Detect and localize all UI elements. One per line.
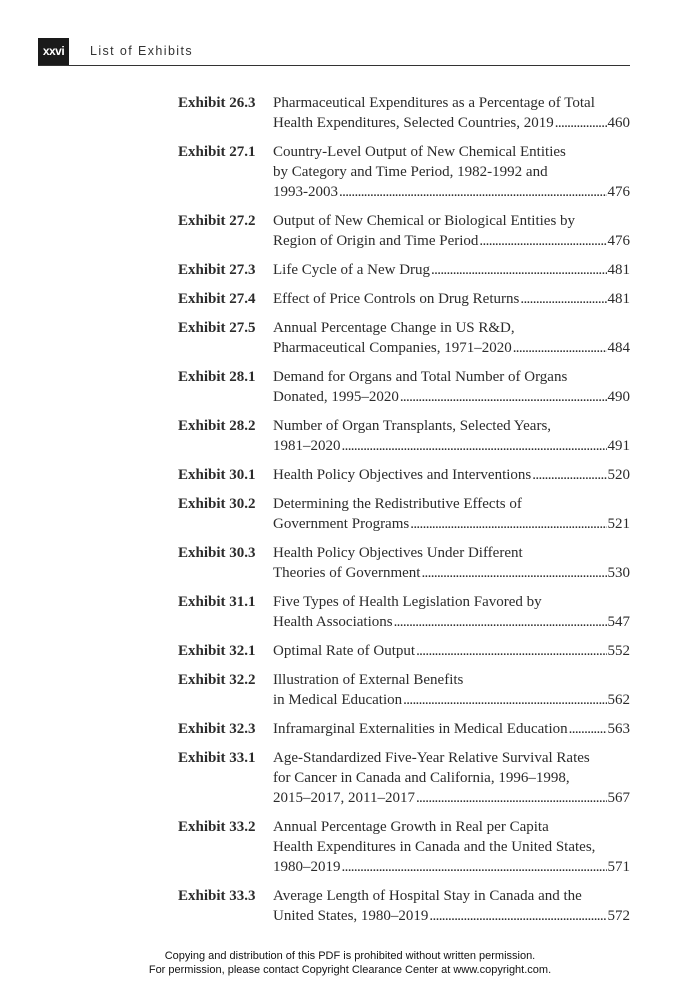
exhibit-title <box>273 817 630 877</box>
copyright-notice <box>0 950 700 977</box>
dot-leader <box>479 231 606 251</box>
exhibit-title-line: Optimal Rate of Output <box>273 643 416 659</box>
exhibit-title <box>273 592 630 632</box>
exhibit-title <box>273 260 630 280</box>
exhibit-number: Exhibit 30.1 <box>178 467 256 483</box>
exhibit-number: Exhibit 28.1 <box>178 369 256 385</box>
exhibit-entry[interactable] <box>178 494 630 534</box>
exhibit-title-final-line <box>273 260 630 280</box>
exhibit-title-line: by Category and Time Period, 1982-1992 and <box>273 164 548 180</box>
exhibit-list <box>178 93 630 935</box>
exhibit-number: Exhibit 27.5 <box>178 320 256 336</box>
exhibit-title-line: Demand for Organs and Total Number of Organs <box>273 369 568 385</box>
exhibit-entry[interactable] <box>178 416 630 456</box>
exhibit-entry[interactable] <box>178 670 630 710</box>
exhibit-entry[interactable] <box>178 641 630 661</box>
dot-leader <box>429 906 606 926</box>
exhibit-number: Exhibit 28.2 <box>178 418 256 434</box>
page-reference[interactable]: 460 <box>607 115 630 131</box>
exhibit-title-line: Life Cycle of a New Drug <box>273 262 431 278</box>
exhibit-number: Exhibit 30.2 <box>178 496 256 512</box>
exhibit-title-line: Theories of Government <box>273 565 421 581</box>
exhibit-title <box>273 543 630 583</box>
exhibit-entry[interactable] <box>178 318 630 358</box>
exhibit-title-line: Effect of Price Controls on Drug Returns <box>273 291 520 307</box>
page-reference[interactable]: 484 <box>607 340 630 356</box>
dot-leader <box>410 514 606 534</box>
page-reference[interactable]: 563 <box>607 721 630 737</box>
exhibit-title-line: United States, 1980–2019 <box>273 908 429 924</box>
exhibit-title-line: Age-Standardized Five-Year Relative Survival Rates <box>273 750 590 766</box>
exhibit-title-final-line <box>273 465 630 485</box>
exhibit-entry[interactable] <box>178 719 630 739</box>
exhibit-title-line: Number of Organ Transplants, Selected Years, <box>273 418 552 434</box>
exhibit-title-line: 1981–2020 <box>273 438 341 454</box>
dot-leader <box>520 289 606 309</box>
page-reference[interactable]: 547 <box>607 614 630 630</box>
exhibit-title <box>273 886 630 926</box>
page-reference[interactable]: 481 <box>607 291 630 307</box>
exhibit-number: Exhibit 32.3 <box>178 721 256 737</box>
exhibit-number: Exhibit 27.1 <box>178 144 256 160</box>
exhibit-title-final-line <box>273 289 630 309</box>
page-reference[interactable]: 562 <box>607 692 630 708</box>
dot-leader <box>532 465 606 485</box>
exhibit-title-line: 2015–2017, 2011–2017 <box>273 790 415 806</box>
dot-leader <box>421 563 606 583</box>
dot-leader <box>416 788 607 808</box>
exhibit-entry[interactable] <box>178 211 630 251</box>
page-reference[interactable]: 521 <box>607 516 630 532</box>
exhibit-title-line: for Cancer in Canada and California, 1996–1998, <box>273 770 570 786</box>
exhibit-title-line: Health Policy Objectives and Interventions <box>273 467 532 483</box>
copyright-line-1: Copying and distribution of this PDF is prohibited without written permission. <box>164 950 536 962</box>
exhibit-title-final-line <box>273 231 630 251</box>
page-reference[interactable]: 572 <box>607 908 630 924</box>
exhibit-entry[interactable] <box>178 748 630 808</box>
exhibit-title-line: Health Policy Objectives Under Different <box>273 545 523 561</box>
exhibit-title <box>273 416 630 456</box>
exhibit-title-final-line <box>273 690 630 710</box>
exhibit-entry[interactable] <box>178 93 630 133</box>
exhibit-title-final-line <box>273 338 630 358</box>
dot-leader <box>342 436 607 456</box>
exhibit-number: Exhibit 27.4 <box>178 291 256 307</box>
exhibit-title <box>273 318 630 358</box>
dot-leader <box>342 857 607 877</box>
exhibit-title-final-line <box>273 182 630 202</box>
dot-leader <box>394 612 607 632</box>
exhibit-title-line: Average Length of Hospital Stay in Canada and the <box>273 888 582 904</box>
exhibit-title-line: Pharmaceutical Expenditures as a Percentage of Total <box>273 95 595 111</box>
exhibit-title-line: Annual Percentage Change in US R&D, <box>273 320 515 336</box>
exhibit-title-line: 1993-2003 <box>273 184 338 200</box>
exhibit-title-final-line <box>273 612 630 632</box>
exhibit-entry[interactable] <box>178 367 630 407</box>
exhibit-title-line: 1980–2019 <box>273 859 341 875</box>
exhibit-number: Exhibit 27.3 <box>178 262 256 278</box>
exhibit-title-final-line <box>273 641 630 661</box>
exhibit-title-line: Health Expenditures, Selected Countries, 2019 <box>273 115 554 131</box>
exhibit-title <box>273 211 630 251</box>
exhibit-title-line: Region of Origin and Time Period <box>273 233 479 249</box>
page-reference[interactable]: 490 <box>607 389 630 405</box>
exhibit-title-final-line <box>273 563 630 583</box>
page-reference[interactable]: 552 <box>607 643 630 659</box>
exhibit-title-line: Inframarginal Externalities in Medical Education <box>273 721 568 737</box>
exhibit-number: Exhibit 33.2 <box>178 819 256 835</box>
exhibit-title-line: Illustration of External Benefits <box>273 672 464 688</box>
page-reference[interactable]: 530 <box>607 565 630 581</box>
exhibit-title-final-line <box>273 436 630 456</box>
dot-leader <box>339 182 607 202</box>
exhibit-title-line: Determining the Redistributive Effects of <box>273 496 522 512</box>
exhibit-entry[interactable] <box>178 592 630 632</box>
page-reference[interactable]: 476 <box>607 184 630 200</box>
exhibit-number: Exhibit 26.3 <box>178 95 256 111</box>
exhibit-entry[interactable] <box>178 543 630 583</box>
exhibit-entry[interactable] <box>178 817 630 877</box>
exhibit-number: Exhibit 32.1 <box>178 643 256 659</box>
exhibit-title <box>273 142 630 202</box>
dot-leader <box>555 113 607 133</box>
exhibit-number: Exhibit 33.1 <box>178 750 256 766</box>
exhibit-number: Exhibit 32.2 <box>178 672 256 688</box>
dot-leader <box>416 641 606 661</box>
exhibit-title <box>273 748 630 808</box>
exhibit-title-line: Output of New Chemical or Biological Entities by <box>273 213 576 229</box>
exhibit-entry[interactable] <box>178 260 630 280</box>
exhibit-title-line: Pharmaceutical Companies, 1971–2020 <box>273 340 512 356</box>
exhibit-title-line: Annual Percentage Growth in Real per Capita <box>273 819 549 835</box>
exhibit-number: Exhibit 31.1 <box>178 594 256 610</box>
exhibit-entry[interactable] <box>178 886 630 926</box>
exhibit-entry[interactable] <box>178 142 630 202</box>
dot-leader <box>403 690 606 710</box>
exhibit-title-line: Five Types of Health Legislation Favored by <box>273 594 542 610</box>
exhibit-title-line: Country-Level Output of New Chemical Entities <box>273 144 566 160</box>
running-head: List of Exhibits <box>90 44 193 58</box>
exhibit-title-final-line <box>273 113 630 133</box>
exhibit-title-final-line <box>273 514 630 534</box>
page-reference[interactable]: 476 <box>607 233 630 249</box>
exhibit-number: Exhibit 27.2 <box>178 213 256 229</box>
exhibit-entry[interactable] <box>178 289 630 309</box>
page-reference[interactable]: 481 <box>607 262 630 278</box>
exhibit-number: Exhibit 33.3 <box>178 888 256 904</box>
exhibit-title <box>273 289 630 309</box>
exhibit-title-final-line <box>273 857 630 877</box>
exhibit-title-line: Donated, 1995–2020 <box>273 389 399 405</box>
exhibit-title <box>273 465 630 485</box>
exhibit-title-final-line <box>273 788 630 808</box>
exhibit-title-final-line <box>273 387 630 407</box>
exhibit-title-line: Health Expenditures in Canada and the United States, <box>273 839 596 855</box>
exhibit-title-line: Health Associations <box>273 614 393 630</box>
page-reference[interactable]: 571 <box>607 859 630 875</box>
dot-leader <box>513 338 607 358</box>
exhibit-title <box>273 719 630 739</box>
exhibit-title-final-line <box>273 906 630 926</box>
exhibit-title-final-line <box>273 719 630 739</box>
exhibit-title-line: Government Programs <box>273 516 410 532</box>
exhibit-title <box>273 367 630 407</box>
page-reference[interactable]: 520 <box>607 467 630 483</box>
exhibit-title <box>273 93 630 133</box>
dot-leader <box>569 719 607 739</box>
exhibit-number: Exhibit 30.3 <box>178 545 256 561</box>
copyright-line-2: For permission, please contact Copyright Clearance Center at www.copyright.com. <box>148 963 552 976</box>
exhibit-entry[interactable] <box>178 465 630 485</box>
dot-leader <box>431 260 606 280</box>
exhibit-title <box>273 494 630 534</box>
exhibit-title <box>273 641 630 661</box>
page-reference[interactable]: 567 <box>607 790 630 806</box>
page-header <box>38 38 630 66</box>
page-number-badge: xxvi <box>38 38 69 65</box>
exhibit-title-line: in Medical Education <box>273 692 403 708</box>
dot-leader <box>400 387 607 407</box>
page-reference[interactable]: 491 <box>607 438 630 454</box>
exhibit-title <box>273 670 630 710</box>
